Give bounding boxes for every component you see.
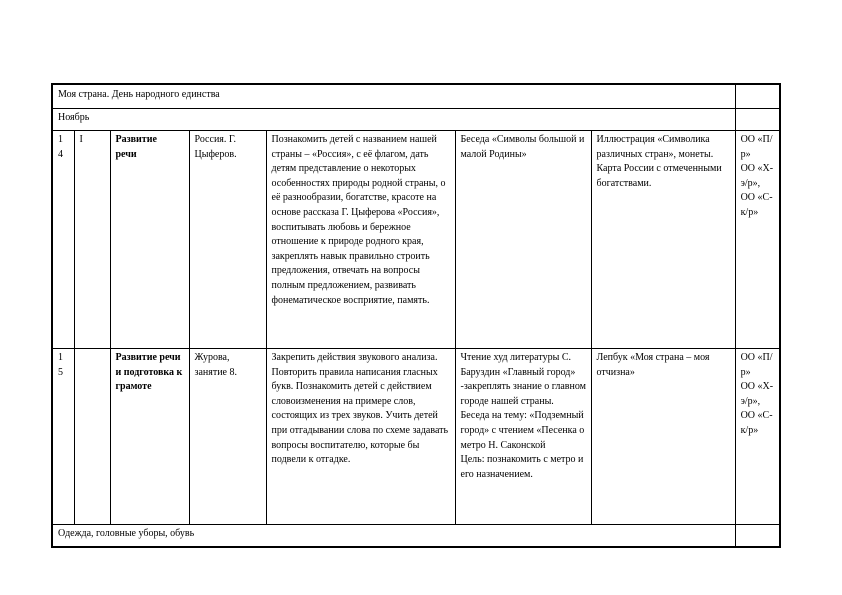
footer-theme-cell — [52, 525, 735, 548]
row-joint-activity: Чтение худ литературы С. Баруздин «Главный город» -закреплять знание о главном городе нашей страны. Беседа на тему: «Подземный город» с чтением «Песенка о метро Н. Саконской Цель: познакомить с метро и его назначением. — [455, 349, 591, 525]
footer-theme: Одежда, головные уборы, обувь — [58, 528, 195, 539]
table-row — [52, 131, 780, 349]
theme-cell-empty — [735, 84, 780, 109]
row-edu-areas: ОО «П/р» ОО «Х-э/р», ОО «С-к/р» — [735, 349, 780, 525]
row-number: 1 4 — [52, 131, 74, 349]
row-goals: Закрепить действия звукового анализа. Повторить правила написания гласных букв. Познакомить детей с действием словоизменения на примере слов, состоящих из трех звуков. Учить детей при отгадывании слова по схеме задавать вопросы воспитателю, которые бы подвели к отгадке. — [266, 349, 455, 525]
row-joint-activity: Беседа «Символы большой и малой Родины» — [455, 131, 591, 349]
row-activity: Развитие речи — [110, 131, 189, 349]
month-label: Ноябрь — [58, 112, 90, 123]
row-edu-areas: ОО «П/р» ОО «Х-э/р», ОО «С-к/р» — [735, 131, 780, 349]
row-topic: Россия. Г. Цыферов. — [189, 131, 266, 349]
table-row — [52, 349, 780, 525]
row-number: 1 5 — [52, 349, 74, 525]
row-materials: Лепбук «Моя страна – моя отчизна» — [591, 349, 735, 525]
theme-title: Моя страна. День народного единства — [58, 89, 220, 100]
row-week: I — [74, 131, 110, 349]
theme-cell — [52, 84, 735, 109]
row-goals: Познакомить детей с названием нашей страны – «Россия», с её флагом, дать детям представление о некоторых особенностях природы родной страны, о её разнообразии, богатстве, красоте на основе рассказа Г. Цыферова «Россия», воспитывать любовь и бережное отношение к природе родного края, закреплять навык правильно строить предложения, отвечать на вопросы полным предложением, развивать фонематическое восприятие, память. — [266, 131, 455, 349]
row-topic: Журова, занятие 8. — [189, 349, 266, 525]
month-cell — [52, 109, 735, 131]
row-activity: Развитие речи и подготовка к грамоте — [110, 349, 189, 525]
row-week — [74, 349, 110, 525]
footer-cell-empty — [735, 525, 780, 548]
month-cell-empty — [735, 109, 780, 131]
row-materials: Иллюстрация «Символика различных стран», монеты. Карта России с отмеченными богатствами. — [591, 131, 735, 349]
plan-table — [51, 83, 781, 548]
